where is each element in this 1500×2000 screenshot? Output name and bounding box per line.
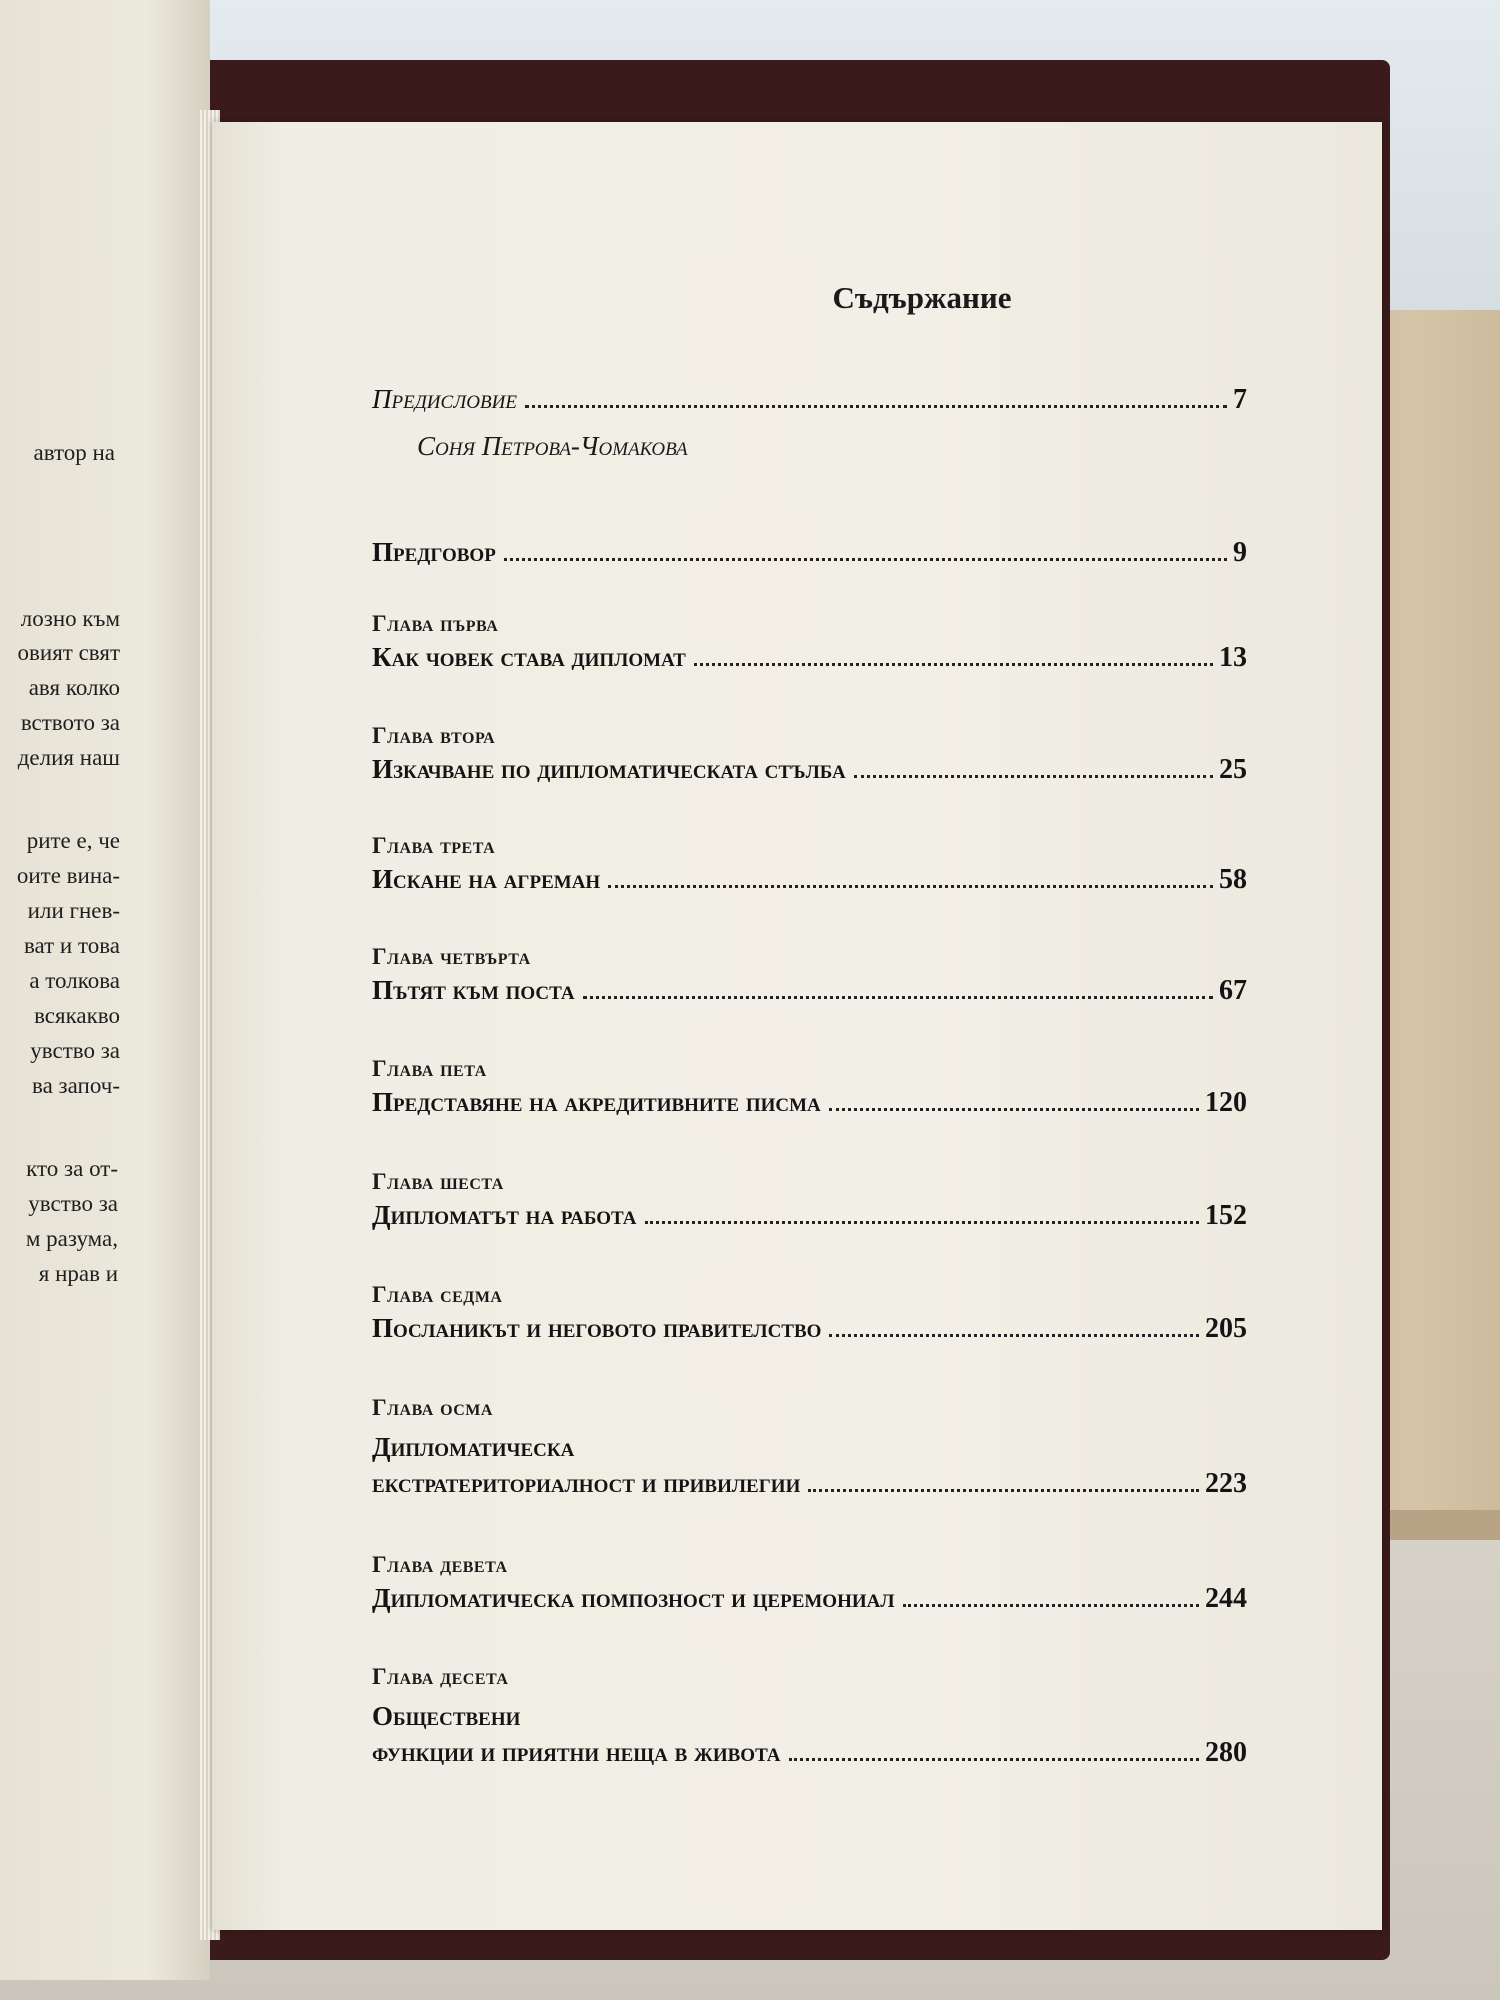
toc-entry-chapter-9 [372,1547,1247,1625]
toc-title: Съдържание [832,280,1012,315]
entry-title: Как човек става дипломат [372,642,686,672]
toc-entry-chapter-4 [372,939,1247,1017]
left-line: или гнев- [27,898,120,923]
entry-title: Дипломатическа помпозност и церемониал [372,1583,895,1613]
page-number: 223 [1205,1468,1247,1499]
left-line: оите вина- [16,863,120,888]
chapter-label: Глава осма [372,1395,493,1420]
page-number: 152 [1205,1200,1247,1231]
left-page [0,0,210,1980]
left-line: а толкова [29,968,120,993]
dot-leader [525,405,1227,408]
chapter-label: Глава седма [372,1282,503,1307]
dot-leader [829,1334,1199,1337]
chapter-label: Глава шеста [372,1169,504,1194]
entry-title: екстратериториалност и привилегии [372,1468,801,1498]
toc-entry-chapter-3 [372,828,1247,906]
toc-entry-chapter-1 [372,606,1247,684]
left-line: кто за от- [26,1156,118,1181]
chapter-label: Глава десета [372,1664,509,1689]
right-page [212,122,1382,1930]
dot-leader [789,1758,1199,1761]
left-line: автор на [33,440,115,465]
entry-title: Изкачване по дипломатическата стълба [372,754,846,784]
entry-title: Искане на агреман [372,864,601,894]
page-number: 58 [1219,864,1247,895]
entry-title: Дипломатът на работа [372,1200,637,1230]
dot-leader [854,775,1213,778]
chapter-label: Глава девета [372,1552,508,1577]
dot-leader [504,558,1227,561]
left-line: ва започ- [32,1073,120,1098]
left-line: лозно към [20,606,120,631]
page-number: 9 [1233,537,1247,568]
chapter-label: Глава трета [372,833,496,858]
left-line: увство за [28,1191,118,1216]
entry-title: Представяне на акредитивните писма [372,1087,821,1117]
dot-leader [608,885,1213,888]
entry-title: Предисловие [372,384,517,414]
left-line: всякакво [34,1003,120,1028]
entry-title: Посланикът и неговото правителство [372,1313,822,1343]
toc-entry-chapter-6 [372,1164,1247,1242]
dot-leader [903,1604,1199,1607]
left-line: овият свят [17,640,120,665]
page-number: 67 [1219,975,1247,1006]
dot-leader [583,996,1213,999]
left-line: делия наш [17,745,120,770]
page-number: 25 [1219,754,1247,785]
entry-title-first-line: Обществени [372,1701,521,1731]
toc-entry-chapter-8 [372,1390,1247,1510]
entry-title: Предговор [372,537,496,567]
left-line: ват и това [23,933,120,958]
page-number: 280 [1205,1737,1247,1768]
entry-title-first-line: Дипломатическа [372,1432,575,1462]
page-number: 7 [1233,384,1247,415]
page-number: 244 [1205,1583,1247,1614]
toc-entry-foreword [372,537,1247,579]
toc-entry-preface [372,384,1247,466]
dot-leader [694,663,1213,666]
page-number: 205 [1205,1313,1247,1344]
left-line: вството за [20,710,120,735]
left-line: м разума, [25,1226,118,1251]
chapter-label: Глава първа [372,611,499,636]
left-line: увство за [30,1038,120,1063]
toc-entry-chapter-2 [372,718,1247,796]
left-line: рите е, че [26,828,120,853]
dot-leader [808,1489,1199,1492]
page-number: 120 [1205,1087,1247,1118]
chapter-label: Глава пета [372,1056,487,1081]
entry-title: Пътят към поста [372,975,575,1005]
entry-title: функции и приятни неща в живота [372,1737,781,1767]
dot-leader [829,1108,1199,1111]
left-line: я нрав и [38,1261,118,1286]
toc-entry-chapter-5 [372,1051,1247,1129]
chapter-label: Глава втора [372,723,496,748]
toc-entry-chapter-7 [372,1277,1247,1355]
chapter-label: Глава четвърта [372,944,531,969]
toc-entry-chapter-10 [372,1659,1247,1779]
left-line: авя колко [28,675,120,700]
page-number: 13 [1219,642,1247,673]
dot-leader [645,1221,1200,1224]
preface-author: Соня Петрова-Чомакова [417,431,688,461]
